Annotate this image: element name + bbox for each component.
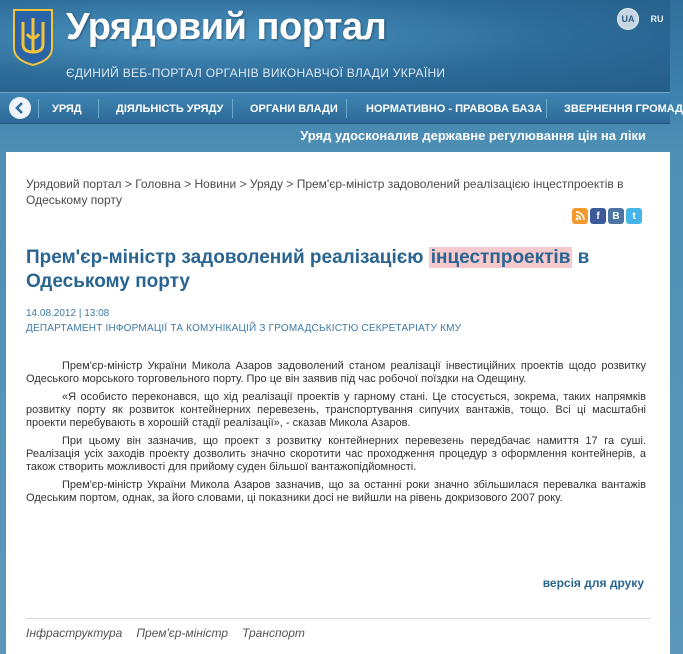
article-title [26,246,616,294]
nav-back-button[interactable] [9,97,31,119]
chevron-left-icon [15,102,25,114]
nav-item-zvernennia[interactable]: ЗВЕРНЕННЯ ГРОМАД [564,102,683,115]
article-paragraph: «Я особисто переконався, що хід реалізації проектів у гарному стані. Це стосується, зокрема, таких напрямків розвитку порту як розвиток контейнерних перевезень, транспортування сипучих вантажів, тощо. Всі ці масштабні проекти перебувають в хорошій стадії реалізації», - сказав Микола Азаров. [26,391,646,429]
article-paragraph: При цьому він зазначив, що проект з розвитку контейнерних перевезень передбачає намиття 17 га суші. Реалізація усіх заходів проекту дозволить значно скоротити час проходження процедур з оформлення контейнерів, а також створить можливості для прийому суден більшої вантажопідйомності. [26,435,646,473]
nav-separator [346,99,347,118]
nav-item-orhany[interactable]: ОРГАНИ ВЛАДИ [250,102,338,115]
breadcrumb[interactable]: Урядовий портал > Головна > Новини > Уряду > Прем'єр-міністр задоволений реалізацією інцестпроектів в Одеському порту [26,177,624,207]
title-part-b: в Одеському порту [26,247,590,292]
print-version-link[interactable]: версія для друку [542,576,644,590]
nav-separator [38,99,39,118]
share-icons [572,208,642,224]
tag-link[interactable]: Транспорт [242,626,305,640]
portal-title[interactable]: Урядовий портал [66,6,387,48]
article-paragraph: Прем'єр-міністр України Микола Азаров зазначив, що за останні роки значно збільшилася перевалка вантажів Одеським портом, однак, за його словами, ці показники досі не вийшли на рівень докризового 2007 року. [26,479,646,504]
lang-ru-button[interactable]: RU [650,14,664,24]
nav-separator [546,99,547,118]
news-ticker[interactable]: Уряд удосконалив державне регулювання цін на ліки [300,128,646,143]
nav-item-uriad[interactable]: УРЯД [52,102,82,115]
portal-subtitle: ЄДИНИЙ ВЕБ-ПОРТАЛ ОРГАНІВ ВИКОНАВЧОЇ ВЛАДИ УКРАЇНИ [66,66,446,80]
lang-ua-button[interactable]: UA [617,8,639,30]
facebook-icon[interactable]: f [590,208,606,224]
title-part-a: Прем'єр-міністр задоволений реалізацією [26,247,429,268]
divider [26,618,650,619]
article-paragraph: Прем'єр-міністр України Микола Азаров задоволений станом реалізації інвестиційних проектів щодо розвитку Одеського морського торговельного порту. Про це він заявив під час робочої поїздки на Одещину. [26,360,646,385]
tag-link[interactable]: Інфраструктура [26,626,123,640]
title-highlight: інцестпроектів [430,247,571,268]
nav-separator [232,99,233,118]
rss-icon[interactable] [572,208,588,224]
vkontakte-icon[interactable]: В [608,208,624,224]
nav-separator [98,99,99,118]
coat-of-arms-icon[interactable] [12,8,54,66]
main-nav [0,92,683,124]
nav-item-diialnist[interactable]: ДІЯЛЬНІСТЬ УРЯДУ [116,102,224,115]
article-date: 14.08.2012 | 13:08 [26,308,110,319]
twitter-icon[interactable]: t [626,208,642,224]
site-header [0,0,670,92]
tag-link[interactable]: Прем'єр-міністр [136,626,229,640]
article-department[interactable]: ДЕПАРТАМЕНТ ІНФОРМАЦІЇ ТА КОМУНІКАЦІЙ З ГРОМАДСЬКІСТЮ СЕКРЕТАРІАТУ КМУ [26,323,462,334]
main-content [6,152,670,654]
nav-item-normatyvno[interactable]: НОРМАТИВНО - ПРАВОВА БАЗА [366,102,543,115]
tag-list [26,626,305,640]
article-body [26,360,646,510]
